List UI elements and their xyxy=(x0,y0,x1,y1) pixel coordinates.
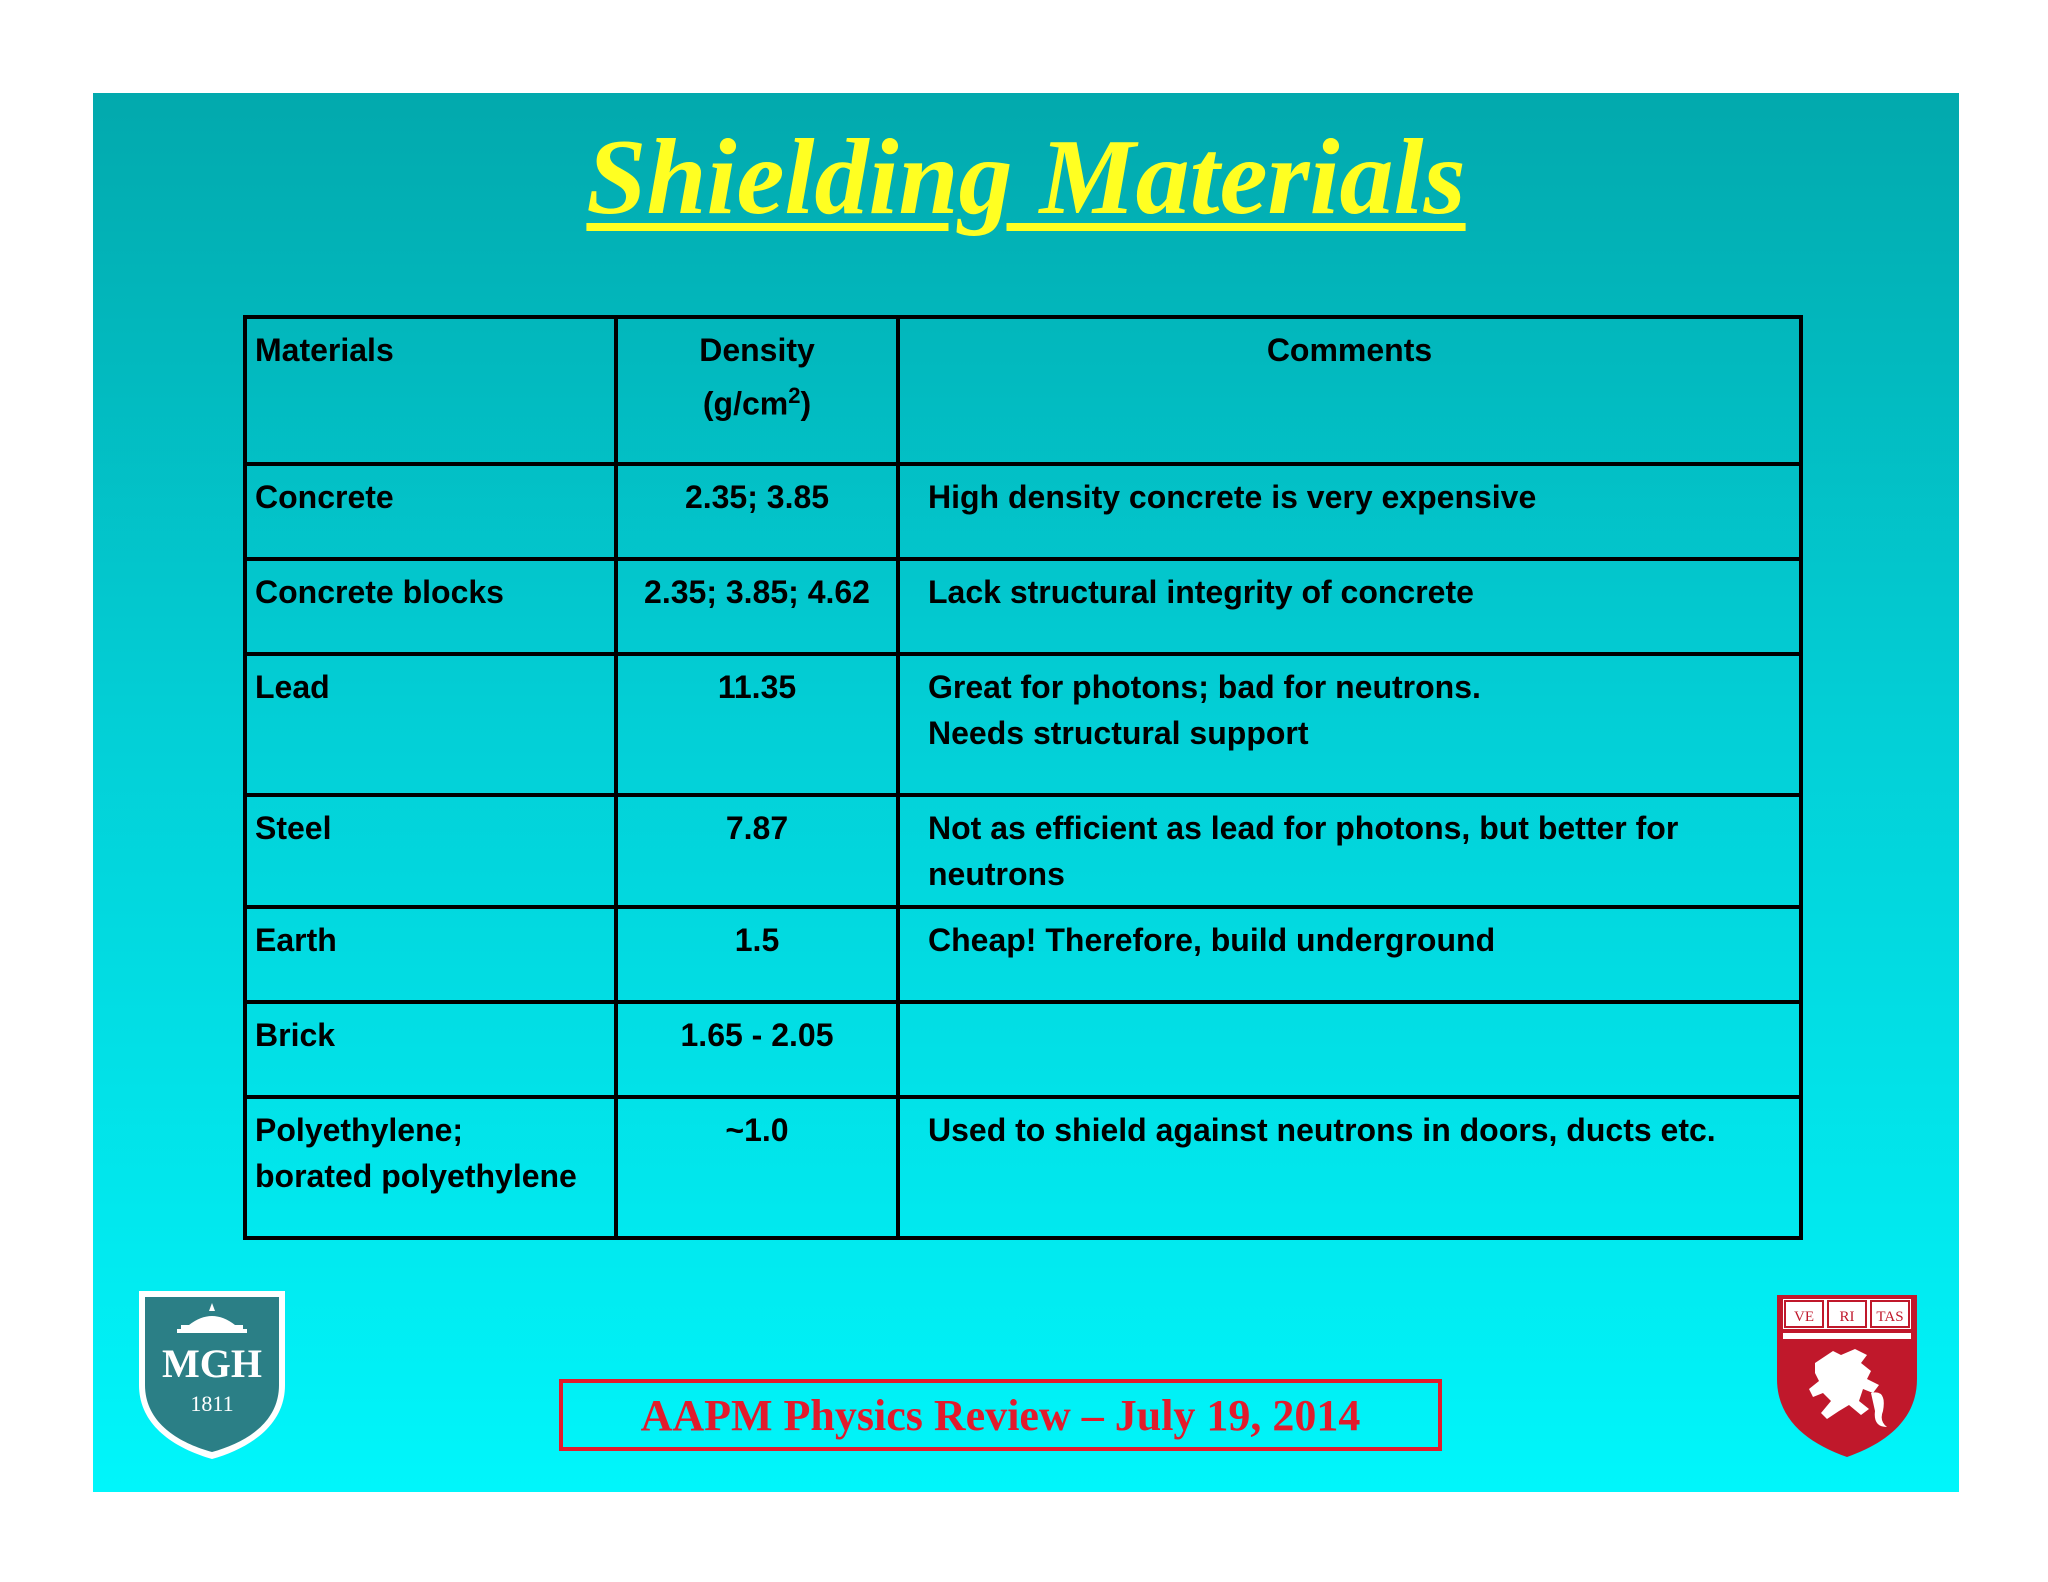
cell-density: 1.65 - 2.05 xyxy=(616,1002,898,1097)
density-unit-prefix: (g/cm xyxy=(702,385,789,422)
footer-banner: AAPM Physics Review – July 19, 2014 xyxy=(559,1379,1442,1451)
table-header-row xyxy=(245,317,1801,464)
cell-material: Steel xyxy=(245,795,616,907)
header-density-unit xyxy=(626,373,888,427)
cell-density: 11.35 xyxy=(616,654,898,795)
material-line-1: Polyethylene; xyxy=(255,1112,464,1148)
cell-comment: Used to shield against neutrons in doors, ducts etc. xyxy=(898,1097,1801,1238)
cell-density: 7.87 xyxy=(616,795,898,907)
cell-comment: High density concrete is very expensive xyxy=(898,464,1801,559)
cell-material: Brick xyxy=(245,1002,616,1097)
slide xyxy=(93,93,1959,1492)
cell-material: Concrete xyxy=(245,464,616,559)
table-row xyxy=(245,795,1801,907)
cell-comment xyxy=(898,1002,1801,1097)
header-materials: Materials xyxy=(245,317,616,464)
cell-density: 2.35; 3.85; 4.62 xyxy=(616,559,898,654)
cell-material: Earth xyxy=(245,907,616,1002)
harvard-motto-3: TAS xyxy=(1876,1309,1904,1325)
cell-density: 2.35; 3.85 xyxy=(616,464,898,559)
header-comments: Comments xyxy=(898,317,1801,464)
cell-comment: Cheap! Therefore, build underground xyxy=(898,907,1801,1002)
cell-material: Lead xyxy=(245,654,616,795)
mgh-logo-text: MGH xyxy=(162,1341,262,1386)
cell-material xyxy=(245,1097,616,1238)
cell-comment xyxy=(898,654,1801,795)
cell-comment: Not as efficient as lead for photons, but better for neutrons xyxy=(898,795,1801,907)
density-unit-exponent: 2 xyxy=(788,383,801,408)
cell-density: ~1.0 xyxy=(616,1097,898,1238)
cell-comment: Lack structural integrity of concrete xyxy=(898,559,1801,654)
material-line-2: borated polyethylene xyxy=(255,1158,577,1194)
table-row xyxy=(245,907,1801,1002)
table-row xyxy=(245,1002,1801,1097)
slide-title: Shielding Materials xyxy=(586,118,1466,237)
cell-material: Concrete blocks xyxy=(245,559,616,654)
harvard-shield-logo xyxy=(1775,1293,1919,1459)
comment-line-1: Great for photons; bad for neutrons. xyxy=(928,669,1481,705)
density-unit-suffix: ) xyxy=(800,385,812,422)
harvard-stripe xyxy=(1783,1333,1911,1339)
shielding-materials-table xyxy=(243,315,1803,1240)
table-row xyxy=(245,464,1801,559)
table-row xyxy=(245,1097,1801,1238)
header-density xyxy=(616,317,898,464)
mgh-logo xyxy=(137,1289,287,1461)
harvard-motto-2: RI xyxy=(1839,1309,1855,1325)
table-row xyxy=(245,559,1801,654)
mgh-logo-year: 1811 xyxy=(190,1391,234,1416)
comment-line-2: Needs structural support xyxy=(928,715,1309,751)
table-row xyxy=(245,654,1801,795)
header-density-label: Density xyxy=(699,332,815,368)
harvard-motto-1: VE xyxy=(1794,1309,1814,1325)
cell-density: 1.5 xyxy=(616,907,898,1002)
